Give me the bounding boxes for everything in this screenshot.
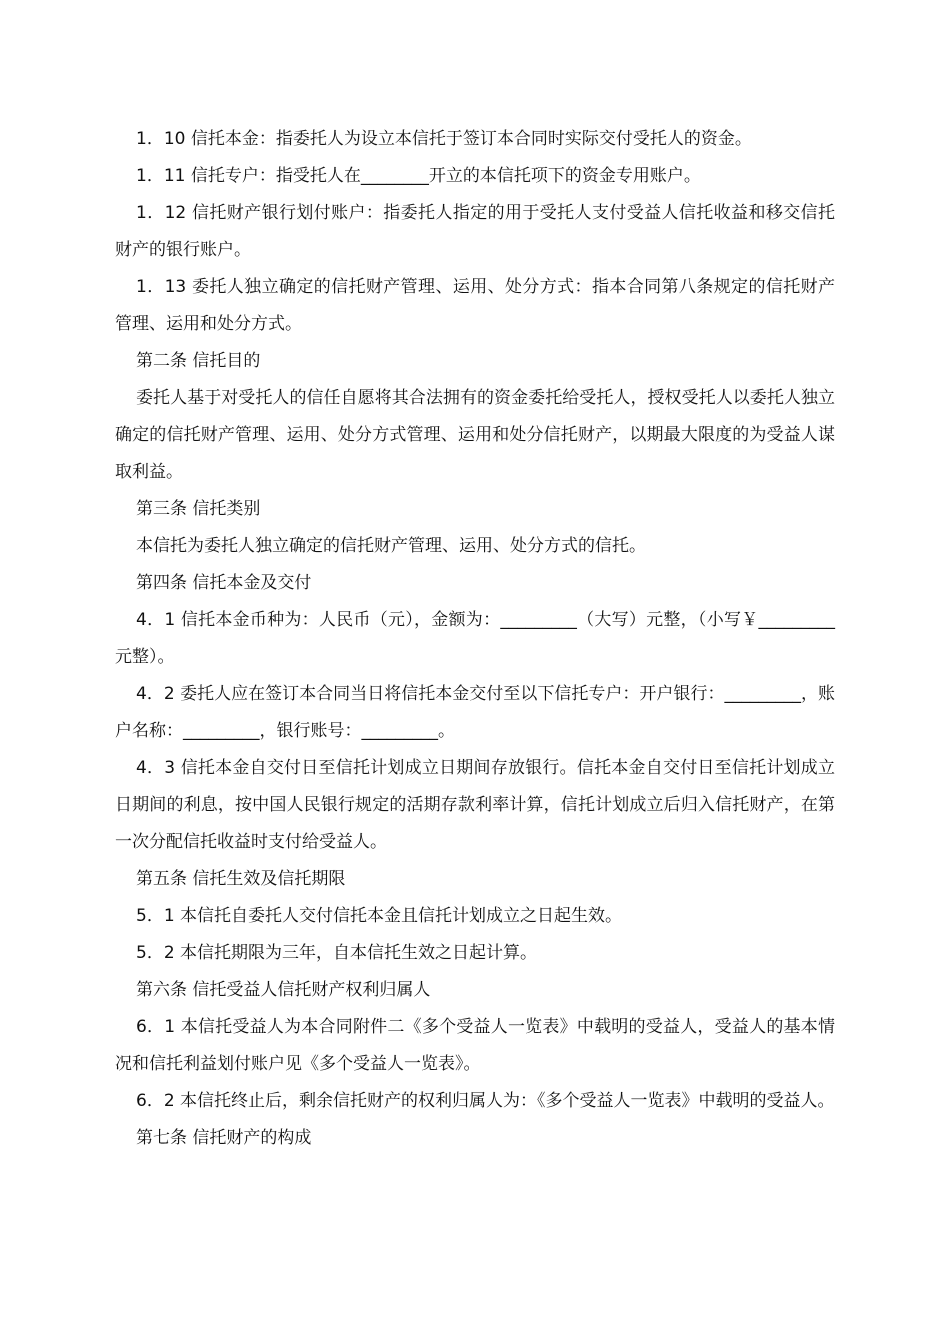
article-4-heading: 第四条 信托本金及交付 bbox=[136, 573, 312, 593]
clause-5-2: 5．2 本信托期限为三年，自本信托生效之日起计算。 bbox=[136, 943, 538, 963]
article-7-heading: 第七条 信托财产的构成 bbox=[136, 1128, 312, 1148]
article-2-body: 委托人基于对受托人的信任自愿将其合法拥有的资金委托给受托人，授权受托人以委托人独立确定的信托财产管理、运用、处分方式管理、运用和处分信托财产，以期最大限度的为受益人谋取利益。 bbox=[115, 388, 835, 482]
clause-1-13: 1．13 委托人独立确定的信托财产管理、运用、处分方式：指本合同第八条规定的信托财产管理、运用和处分方式。 bbox=[115, 277, 835, 334]
article-2-heading: 第二条 信托目的 bbox=[136, 351, 261, 371]
article-3-heading: 第三条 信托类别 bbox=[136, 499, 261, 519]
clause-1-10: 1．10 信托本金：指委托人为设立本信托于签订本合同时实际交付受托人的资金。 bbox=[136, 129, 752, 149]
clause-6-2: 6．2 本信托终止后，剩余信托财产的权利归属人为：《多个受益人一览表》中载明的受益人。 bbox=[136, 1091, 835, 1111]
clause-6-1: 6．1 本信托受益人为本合同附件二《多个受益人一览表》中载明的受益人，受益人的基本情况和信托利益划付账户见《多个受益人一览表》。 bbox=[115, 1017, 835, 1074]
article-3-body: 本信托为委托人独立确定的信托财产管理、运用、处分方式的信托。 bbox=[136, 536, 646, 556]
clause-4-2: 4．2 委托人应在签订本合同当日将信托本金交付至以下信托专户：开户银行：_________，账户名称：_________，银行账号：_________。 bbox=[115, 684, 835, 741]
clause-1-11: 1．11 信托专户：指受托人在________开立的本信托项下的资金专用账户。 bbox=[136, 166, 701, 186]
clause-4-3: 4．3 信托本金自交付日至信托计划成立日期间存放银行。信托本金自交付日至信托计划成立日期间的利息，按中国人民银行规定的活期存款利率计算，信托计划成立后归入信托财产，在第一次分配信托收益时支付给受益人。 bbox=[115, 758, 835, 852]
article-6-heading: 第六条 信托受益人信托财产权利归属人 bbox=[136, 980, 431, 1000]
article-5-heading: 第五条 信托生效及信托期限 bbox=[136, 869, 346, 889]
clause-5-1: 5．1 本信托自委托人交付信托本金且信托计划成立之日起生效。 bbox=[136, 906, 623, 926]
clause-1-12: 1．12 信托财产银行划付账户：指委托人指定的用于受托人支付受益人信托收益和移交信托财产的银行账户。 bbox=[115, 203, 835, 260]
clause-4-1: 4．1 信托本金币种为：人民币（元），金额为：_________（大写）元整，（小写￥_________元整）。 bbox=[115, 610, 835, 667]
document-page bbox=[115, 121, 835, 1157]
